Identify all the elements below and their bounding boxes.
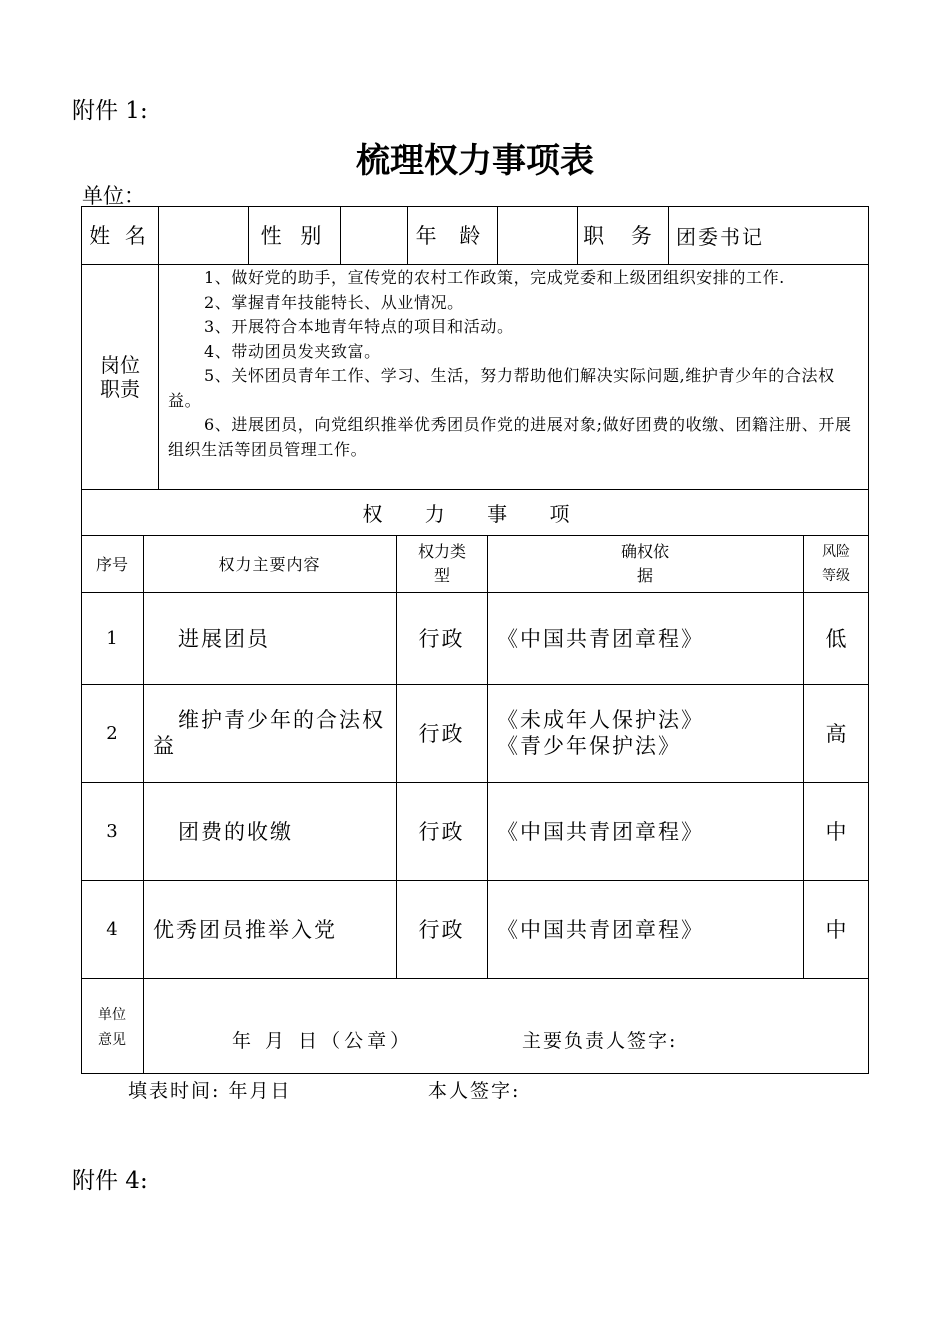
duty-item-6: 6、进展团员，向党组织推举优秀团员作党的进展对象;做好团费的收缴、团籍注册、开展组织生活等团员管理工作。 [168, 415, 852, 459]
column-header-content: 权力主要内容 [218, 555, 321, 574]
opinion-label: 单位意见 [98, 1007, 126, 1048]
row-1-content: 进展团员 [178, 627, 270, 651]
row-1-basis: 《中国共青团章程》 [497, 627, 704, 651]
duty-item-2: 2、掌握青年技能特长、从业情况。 [204, 292, 464, 312]
self-sign: 本人签字: [428, 1080, 521, 1102]
row-2-basis: 《未成年人保护法》《青少年保护法》 [497, 708, 704, 758]
row-3-content: 团费的收缴 [178, 820, 293, 844]
name-value [158, 206, 248, 264]
attachment-label-bottom: 附件 4: [72, 1168, 148, 1194]
gender-value [340, 206, 407, 264]
row-4-seq: 4 [106, 918, 118, 940]
page-title: 梳理权力事项表 [356, 141, 594, 181]
row-1-risk: 低 [825, 627, 847, 651]
duty-item-1: 1、做好党的助手，宣传党的农村工作政策，完成党委和上级团组织安排的工作. [204, 268, 785, 287]
attachment-label-top: 附件 1: [72, 98, 148, 124]
opinion-signer: 主要负责人签字: [522, 1030, 678, 1052]
row-2-seq: 2 [106, 722, 118, 744]
name-label: 姓 名 [89, 224, 150, 248]
row-2-risk: 高 [825, 722, 847, 746]
row-4-risk: 中 [825, 918, 847, 942]
position-value: 团委书记 [676, 224, 764, 249]
position-label: 职 务 [583, 224, 662, 248]
row-4-content: 优秀团员推举入党 [153, 918, 337, 942]
row-3-risk: 中 [825, 820, 847, 844]
duty-item-3: 3、开展符合本地青年特点的项目和活动。 [204, 317, 514, 336]
unit-label: 单位： [82, 184, 145, 208]
column-header-type: 权力类型 [417, 541, 466, 585]
age-value [497, 206, 577, 264]
gender-label: 性 别 [260, 224, 328, 248]
row-3-basis: 《中国共青团章程》 [497, 820, 704, 844]
row-1-type: 行政 [418, 627, 465, 651]
column-header-basis: 确权依据 [620, 541, 669, 585]
row-2-type: 行政 [418, 722, 465, 746]
row-3-seq: 3 [106, 820, 118, 842]
duty-item-5: 5、关怀团员青年工作、学习、生活，努力帮助他们解决实际问题,维护青少年的合法权益。 [168, 366, 835, 410]
duties-list [168, 266, 862, 462]
column-header-risk: 风险等级 [822, 543, 850, 584]
fill-time: 填表时间: 年月日 [128, 1080, 292, 1102]
age-label: 年 龄 [415, 224, 489, 248]
row-1-seq: 1 [106, 627, 118, 649]
row-2-content: 维护青少年的合法权益 [153, 708, 385, 758]
opinion-date-seal: 年 月 日（公章） [232, 1030, 414, 1052]
duty-item-4: 4、带动团员发夹致富。 [204, 341, 381, 361]
row-4-basis: 《中国共青团章程》 [497, 918, 704, 942]
section-title: 权 力 事 项 [362, 501, 588, 526]
row-3-type: 行政 [418, 820, 465, 844]
column-header-seq: 序号 [95, 555, 128, 574]
duties-label: 岗位职责 [100, 352, 140, 401]
row-4-type: 行政 [418, 918, 465, 942]
